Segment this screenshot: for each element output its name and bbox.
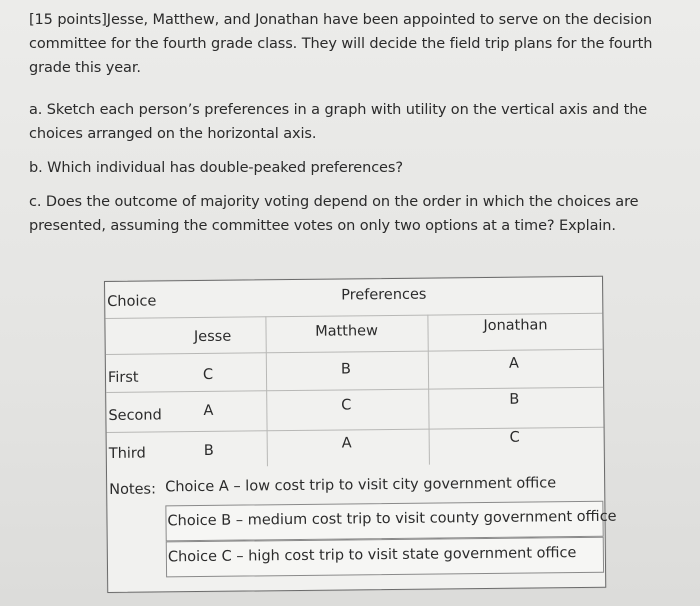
choice-header: Choice — [107, 293, 157, 310]
table-cell: C — [202, 366, 214, 383]
question-intro: [15 points]Jesse, Matthew, and Jonathan have been appointed to serve on the decision committee for the fourth grade class. They will decide the field trip plans for the fourth grade this year. — [29, 12, 653, 76]
table-rule — [265, 316, 268, 466]
question-part-b: b. Which individual has double-peaked preferences? — [29, 160, 403, 176]
note-choice-b: Choice B – medium cost trip to visit county government office — [167, 508, 617, 530]
table-cell: B — [203, 442, 214, 459]
rank-third: Third — [108, 445, 146, 462]
table-rule — [106, 349, 603, 355]
table-cell: A — [341, 435, 352, 452]
note-choice-c: Choice C – high cost trip to visit state government office — [167, 545, 577, 566]
preferences-header: Preferences — [341, 286, 427, 304]
person-jesse: Jesse — [193, 328, 232, 346]
notes-label: Notes: — [109, 481, 157, 498]
table-cell: B — [340, 361, 351, 378]
preferences-table — [104, 276, 617, 593]
table-cell: B — [509, 391, 520, 408]
table-cell: A — [508, 355, 519, 372]
table-cell: C — [341, 397, 352, 414]
question-part-c: c. Does the outcome of majority voting depend on the order in which the choices are presented, assuming the committee votes on only two options at a time? Explain. — [29, 194, 639, 234]
table-cell: A — [203, 402, 214, 419]
table-cell: C — [509, 429, 520, 446]
person-jonathan: Jonathan — [483, 317, 548, 335]
note-choice-a: Choice A – low cost trip to visit city government office — [165, 475, 557, 496]
question-part-a: a. Sketch each person’s preferences in a graph with utility on the vertical axis and the choices arranged on the horizontal axis. — [29, 102, 648, 142]
rank-first: First — [107, 369, 139, 386]
rank-second: Second — [108, 407, 162, 424]
person-matthew: Matthew — [315, 323, 378, 340]
